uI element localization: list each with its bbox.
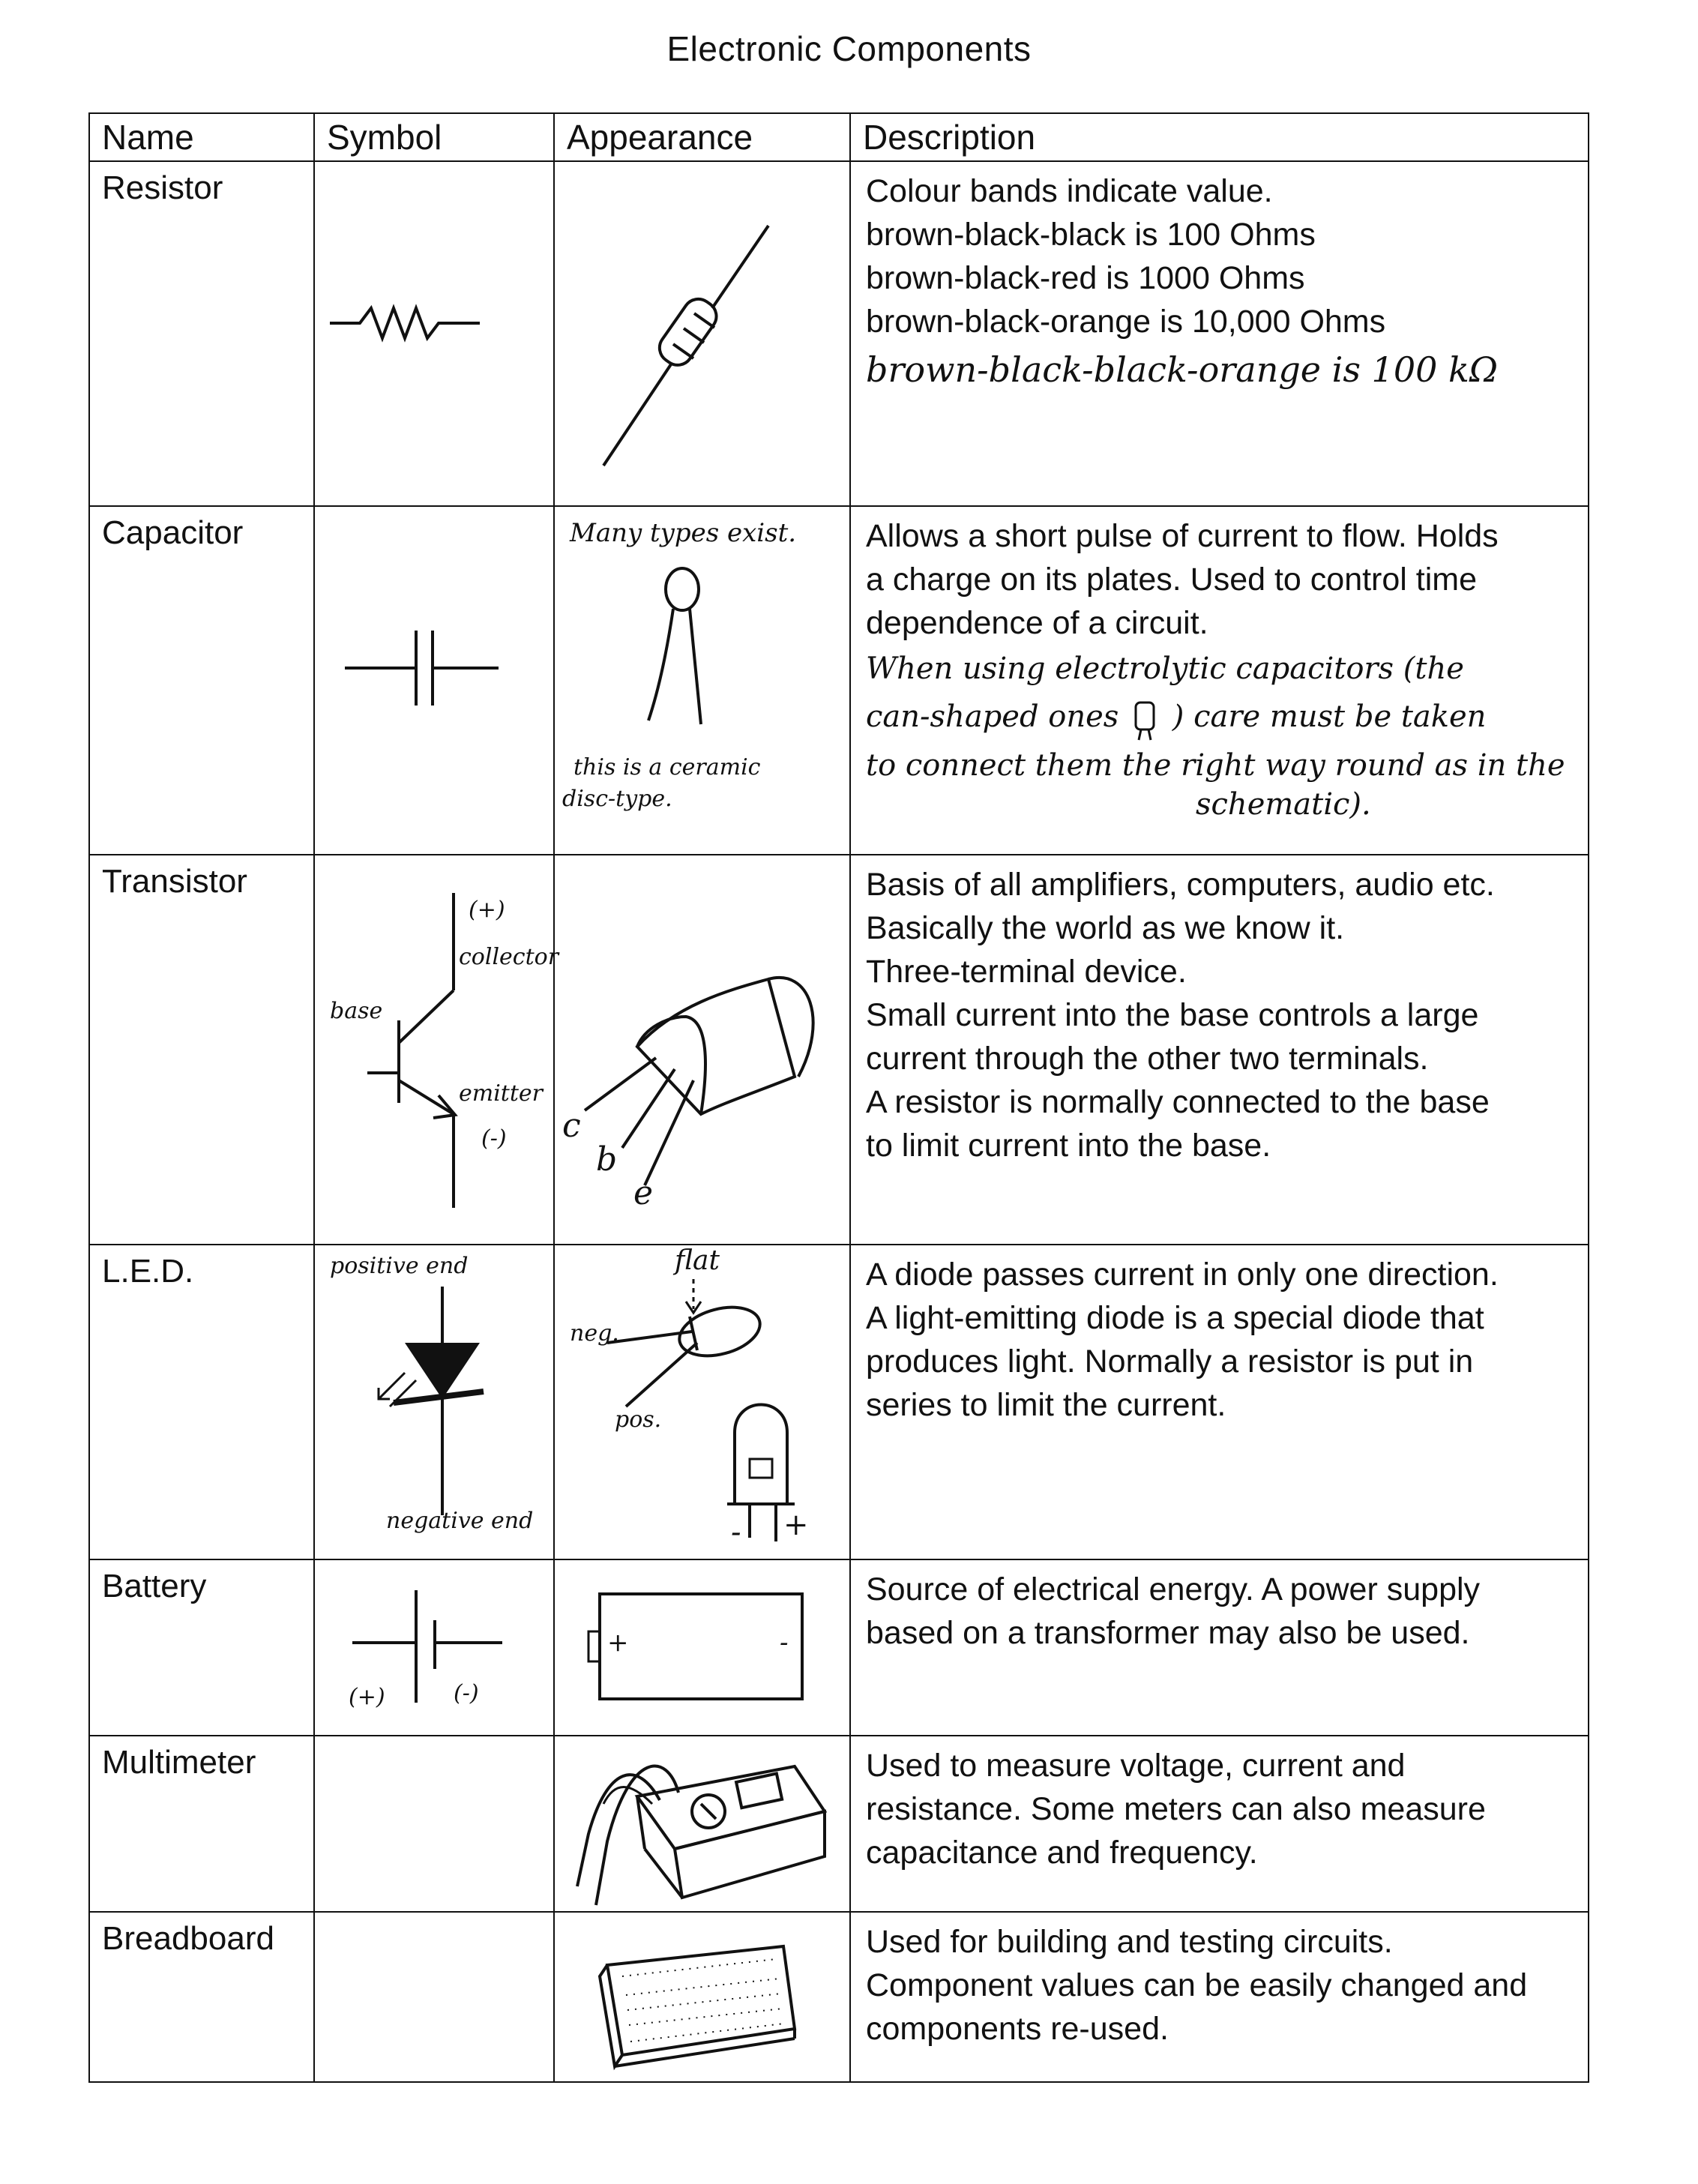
table-row [89, 1559, 1589, 1736]
description-line: Allows a short pulse of current to flow. Holds [866, 518, 1499, 554]
description-line: current through the other two terminals. [866, 1041, 1429, 1077]
name-cell: Battery [89, 1559, 314, 1736]
appearance-note: Many types exist. [570, 518, 797, 548]
symbol-label: negative end [386, 1508, 534, 1534]
symbol-cell [314, 1559, 554, 1736]
symbol-cell [314, 1736, 554, 1912]
description-line: Colour bands indicate value. [866, 173, 1273, 209]
description-line: to limit current into the base. [866, 1128, 1271, 1164]
description-line: based on a transformer may also be used. [866, 1615, 1470, 1651]
note-line: When using electrolytic capacitors (the [866, 652, 1464, 686]
header-row [89, 113, 1589, 161]
description-line: components re-used. [866, 2011, 1169, 2047]
description-cell [850, 1912, 1589, 2082]
description-line: Small current into the base controls a large [866, 997, 1479, 1033]
description-line: Source of electrical energy. A power supply [866, 1571, 1481, 1607]
description-line: Used to measure voltage, current and [866, 1748, 1406, 1784]
appearance-cell [554, 1245, 850, 1559]
lead-label: e [633, 1174, 654, 1212]
header-appearance: Appearance [554, 113, 850, 161]
appearance-cell [554, 1559, 850, 1736]
description-line: brown-black-orange is 10,000 Ohms [866, 304, 1386, 340]
description-line: Basically the world as we know it. [866, 910, 1345, 946]
symbol-cell [314, 506, 554, 855]
components-table [88, 112, 1589, 2083]
symbol-label: (+) [349, 1684, 385, 1710]
description-line: capacitance and frequency. [866, 1835, 1258, 1871]
handwritten-note [866, 645, 1580, 822]
resistor-drawing-icon [555, 162, 851, 507]
breadboard-drawing-icon [555, 1913, 851, 2083]
multimeter-drawing-icon [555, 1736, 851, 1913]
description-cell [850, 506, 1589, 855]
symbol-label: (-) [481, 1125, 507, 1152]
description-line: Used for building and testing circuits. [866, 1924, 1393, 1960]
table-row [89, 855, 1589, 1245]
appearance-cell [554, 1912, 850, 2082]
description-line: A resistor is normally connected to the base [866, 1084, 1490, 1120]
appearance-note: this is a ceramic [573, 754, 761, 780]
terminal-label: + [607, 1628, 629, 1658]
name-cell: Resistor [89, 161, 314, 506]
name-cell: Capacitor [89, 506, 314, 855]
symbol-label: collector [459, 944, 559, 970]
table-row [89, 161, 1589, 506]
note-line: to connect them the right way round as in the [866, 748, 1565, 783]
symbol-label: positive end [330, 1253, 469, 1279]
battery-drawing-icon [555, 1560, 851, 1736]
symbol-cell [314, 1245, 554, 1559]
header-symbol: Symbol [314, 113, 554, 161]
appearance-cell [554, 1736, 850, 1912]
symbol-label: (+) [469, 897, 505, 923]
description-line: brown-black-black is 100 Ohms [866, 217, 1316, 253]
header-name: Name [89, 113, 314, 161]
description-line: Three-terminal device. [866, 954, 1187, 990]
description-line: series to limit the current. [866, 1387, 1226, 1423]
description-cell [850, 1245, 1589, 1559]
description-line: resistance. Some meters can also measure [866, 1791, 1486, 1827]
description-cell [850, 161, 1589, 506]
description-line: dependence of a circuit. [866, 605, 1208, 641]
note-line [866, 693, 1580, 741]
description-cell [850, 1736, 1589, 1912]
appearance-note: disc-type. [562, 786, 672, 812]
table-row [89, 1912, 1589, 2082]
header-description: Description [850, 113, 1589, 161]
appearance-label: - [731, 1515, 741, 1550]
handwritten-note: brown-black-black-orange is 100 kΩ [866, 349, 1498, 390]
description-line: a charge on its plates. Used to control time [866, 562, 1478, 598]
table-row [89, 1736, 1589, 1912]
appearance-label: pos. [615, 1407, 662, 1433]
name-cell: Multimeter [89, 1736, 314, 1912]
page-title: Electronic Components [666, 29, 1032, 68]
appearance-label: + [783, 1508, 809, 1542]
transistor-drawing-icon [555, 855, 851, 1245]
appearance-cell [554, 161, 850, 506]
note-segment: can-shaped ones [866, 700, 1119, 734]
symbol-cell [314, 161, 554, 506]
lead-label: b [596, 1140, 618, 1179]
capacitor-symbol-icon [315, 507, 555, 855]
appearance-cell [554, 855, 850, 1245]
name-cell: L.E.D. [89, 1245, 314, 1559]
appearance-label: neg. [570, 1320, 619, 1347]
appearance-cell [554, 506, 850, 855]
lead-label: c [562, 1107, 581, 1145]
transistor-symbol-icon [315, 855, 555, 1245]
symbol-label: emitter [459, 1080, 544, 1107]
terminal-label: - [780, 1628, 789, 1658]
description-cell [850, 855, 1589, 1245]
appearance-label: flat [675, 1245, 720, 1276]
description-line: Basis of all amplifiers, computers, audio etc. [866, 867, 1495, 903]
description-line: A light-emitting diode is a special diode that [866, 1300, 1484, 1336]
description-cell [850, 1559, 1589, 1736]
symbol-cell [314, 1912, 554, 2082]
description-line: A diode passes current in only one direction. [866, 1257, 1499, 1293]
symbol-label: base [330, 998, 383, 1024]
symbol-cell [314, 855, 559, 1245]
note-segment: ) care must be taken [1172, 700, 1487, 734]
table-row [89, 506, 1589, 855]
symbol-label: (-) [454, 1680, 479, 1706]
table-row [89, 1245, 1589, 1559]
note-line: schematic). [1196, 787, 1371, 822]
electrolytic-capacitor-icon [1128, 697, 1163, 741]
description-line: Component values can be easily changed and [866, 1967, 1528, 2003]
name-cell: Transistor [89, 855, 314, 1245]
name-cell: Breadboard [89, 1912, 314, 2082]
description-line: produces light. Normally a resistor is put in [866, 1344, 1474, 1380]
resistor-symbol-icon [315, 162, 555, 507]
description-line: brown-black-red is 1000 Ohms [866, 260, 1305, 296]
